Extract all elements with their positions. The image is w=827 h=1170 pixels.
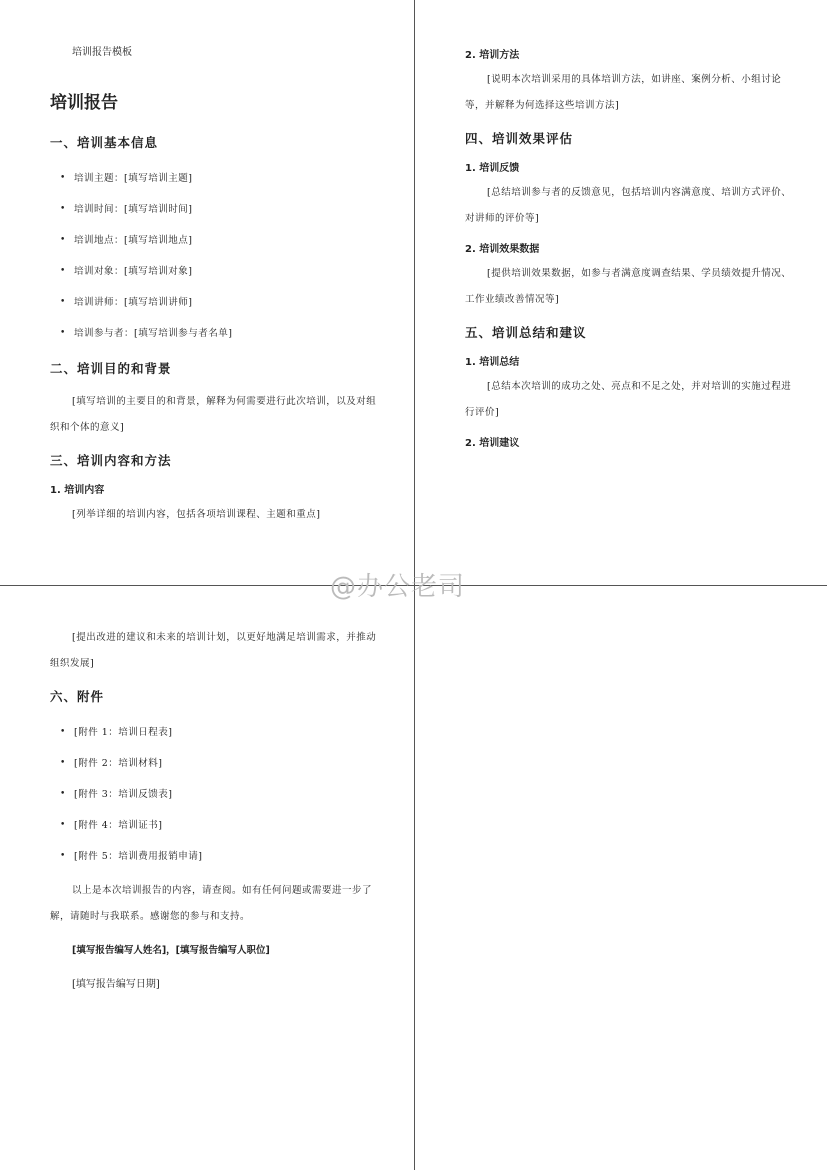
list-item: • [附件 1：培训日程表] bbox=[50, 717, 380, 748]
list-item: • [附件 3：培训反馈表] bbox=[50, 779, 380, 810]
signature-line: [填写报告编写人姓名]，[填写报告编写人职位] bbox=[72, 945, 270, 956]
document-header: 培训报告模板 bbox=[72, 47, 132, 58]
list-item: • [附件 4：培训证书] bbox=[50, 810, 380, 841]
watermark: @办公老司 bbox=[330, 572, 466, 602]
section-5-2-heading: 2. 培训建议 bbox=[465, 438, 520, 449]
attachments-list bbox=[50, 717, 380, 872]
page-3 bbox=[50, 625, 380, 998]
section-3-heading: 三、培训内容和方法 bbox=[50, 453, 172, 468]
section-3-1-heading: 1. 培训内容 bbox=[50, 485, 105, 496]
list-item: • 培训主题：[填写培训主题] bbox=[50, 163, 380, 194]
closing-text: 以上是本次培训报告的内容，请查阅。如有任何问题或需要进一步了解，请随时与我联系。感谢您的参与和支持。 bbox=[50, 885, 373, 922]
list-item: • 培训时间：[填写培训时间] bbox=[50, 194, 380, 225]
section-4-2-text: [提供培训效果数据，如参与者满意度调查结果、学员绩效提升情况、工作业绩改善情况等] bbox=[465, 268, 792, 305]
section-2-heading: 二、培训目的和背景 bbox=[50, 361, 172, 376]
section-5-1-text: [总结本次培训的成功之处、亮点和不足之处，并对培训的实施过程进行评价] bbox=[465, 381, 792, 418]
page-1 bbox=[50, 40, 380, 536]
section-4-1-heading: 1. 培训反馈 bbox=[465, 163, 520, 174]
section-6-heading: 六、附件 bbox=[50, 689, 105, 704]
basic-info-list bbox=[50, 163, 380, 349]
date-line: [填写报告编写日期] bbox=[72, 979, 160, 990]
section-5-1-heading: 1. 培训总结 bbox=[465, 357, 520, 368]
section-5-2-text: [提出改进的建议和未来的培训计划，以更好地满足培训需求，并推动组织发展] bbox=[50, 632, 377, 669]
section-3-2-text: [说明本次培训采用的具体培训方法，如讲座、案例分析、小组讨论等，并解释为何选择这些培训方法] bbox=[465, 74, 782, 111]
list-item: • 培训地点：[填写培训地点] bbox=[50, 225, 380, 256]
page-2 bbox=[465, 40, 795, 455]
section-3-2-heading: 2. 培训方法 bbox=[465, 50, 520, 61]
section-3-1-text: [列举详细的培训内容，包括各项培训课程、主题和重点] bbox=[72, 509, 321, 520]
list-item: • [附件 5：培训费用报销申请] bbox=[50, 841, 380, 872]
section-4-2-heading: 2. 培训效果数据 bbox=[465, 244, 540, 255]
section-4-heading: 四、培训效果评估 bbox=[465, 131, 574, 146]
list-item: • 培训讲师：[填写培训讲师] bbox=[50, 287, 380, 318]
list-item: • 培训对象：[填写培训对象] bbox=[50, 256, 380, 287]
list-item: • 培训参与者：[填写培训参与者名单] bbox=[50, 318, 380, 349]
section-1-heading: 一、培训基本信息 bbox=[50, 135, 159, 150]
list-item: • [附件 2：培训材料] bbox=[50, 748, 380, 779]
document-title: 培训报告 bbox=[50, 93, 118, 113]
section-4-1-text: [总结培训参与者的反馈意见，包括培训内容满意度、培训方式评价、对讲师的评价等] bbox=[465, 187, 792, 224]
section-5-heading: 五、培训总结和建议 bbox=[465, 325, 587, 340]
section-2-text: [填写培训的主要目的和背景，解释为何需要进行此次培训，以及对组织和个体的意义] bbox=[50, 396, 377, 433]
